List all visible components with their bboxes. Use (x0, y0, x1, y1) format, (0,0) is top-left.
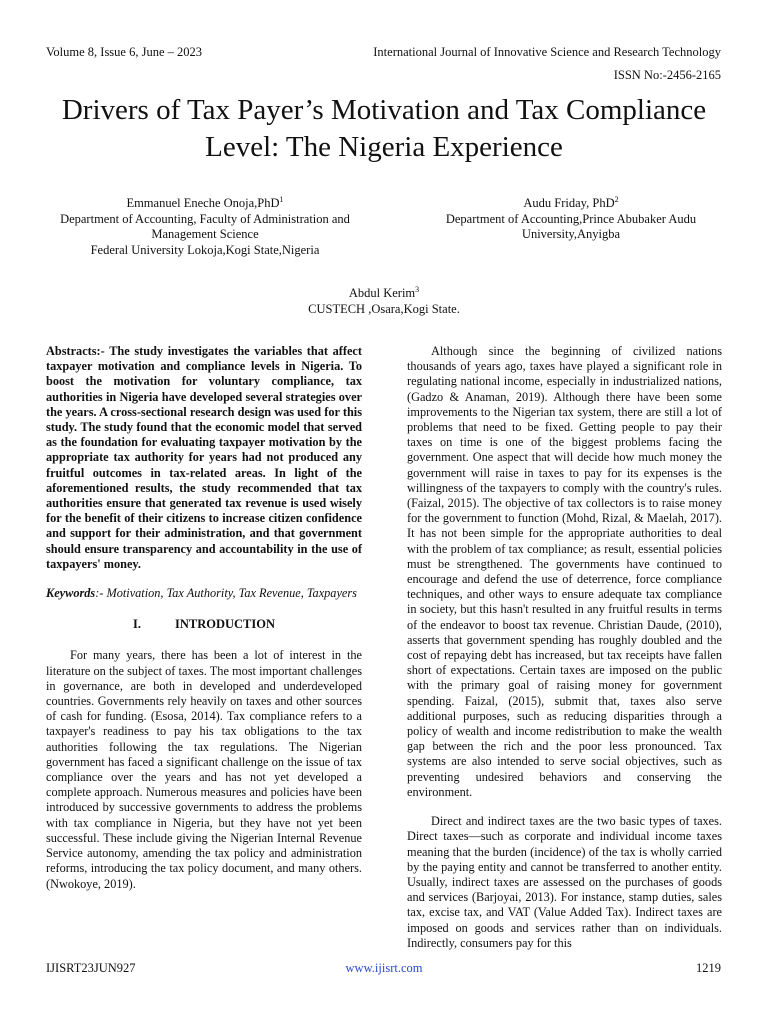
journal-url-link[interactable]: www.ijisrt.com (345, 961, 423, 975)
author-affiliation: Federal University Lokoja,Kogi State,Nigeria (90, 242, 320, 257)
author-block-3 (46, 282, 722, 317)
abstract-text: Abstracts:- The study investigates the variables that affect taxpayer motivation and compliance levels in Nigeria. To boost the motivation for voluntary compliance, tax authorities in Nigeria have developed several strategies over the years. A cross-sectional research design was used for this study. The study found that the economic model that served as the foundation for evaluating taxpayer motivation by the appropriate tax authority for years had not produced any fruitful outcomes in tax-related areas. In light of the aforementioned results, the study recommended that tax authorities ensure that generated tax revenue is used wisely for the benefit of their citizens to increase citizen confidence and support for their administration, and that government should ensure transparency and accountability in the use of taxpayers' money. (46, 344, 362, 571)
author-block-1 (46, 192, 364, 258)
journal-name: International Journal of Innovative Science and Research Technology (373, 45, 721, 59)
author-name: Abdul Kerim$^3$ (348, 285, 420, 301)
paper-id: IJISRT23JUN927 (46, 961, 136, 975)
body-paragraph: Although since the beginning of civilized nations thousands of years ago, taxes have played a significant role in regulating national income, especially in industrialized nations, (Gadzo & Anaman, 2019). Although there have been some improvements to the Nigerian tax system, there are still a lot of problems that need to be fixed. Getting people to pay their taxes on time is one of the biggest problems facing the government. One aspect that will decide how much money the government will raise in taxes to pay for its expenses is the willingness of the taxpayers to comply with the country's rules. (Faizal, 2015). The objective of tax collectors is to raise money for the government to function (Mohd, Rizal, & Maelah, 2017). It has not been simple for the appropriate authorities to deal with the problem of tax compliance; as result, essential policies must be strengthened. The governments have continued to encourage and defend the use of deterrence, force compliance techniques, and other ways to ensure adequate tax compliance in society, but this hasn't resulted in any fruitful results in terms of the endeavor to boost tax revenue. Christian Daude, (2010), asserts that government spending has roughly doubled and the cost of repaying debt has increased, but tax receipts have fallen short of expectations. Certain taxes are imposed on the public with the primary goal of raising money for government spending. Faizal, (2015), submit that, taxes also serve additional purposes, such as reducing disparities through a policy of wealth and income redistribution to make the wealth gap between the rich and the poor less pronounced. Tax systems are also intended to serve social objectives, such as preventing undesired behaviors and conserving the environment. (407, 344, 722, 799)
author-name: Emmanuel Eneche Onoja,PhD$^1$ (126, 195, 284, 211)
intro-paragraph: For many years, there has been a lot of interest in the literature on the subject of taxes. The most important challenges in governance, are both in developed and underdeveloped countries. Governments rely heavily on taxes and other sources of cash for funding. (Esosa, 2014). Tax compliance refers to a taxpayer's readiness to pay his tax obligations to the tax authorities following the tax regulations. The Nigerian government has faced a significant challenge on the issue of tax compliance over the years and has not yet developed a complete approach. Numerous measures and policies have been introduced by successive governments to address the problems with tax compliance in Nigeria, but they have not yet been successful. These include giving the Nigerian Internal Revenue Service autonomy, amending the tax policy and administration reforms, introducing the tax policy document, and many others. (Nwokoye, 2019). (46, 648, 362, 891)
left-column (46, 344, 362, 892)
section-heading: I. INTRODUCTION (132, 617, 275, 632)
author-affiliation: Department of Accounting, Faculty of Administration and Management Science (60, 211, 350, 242)
page-number: 1219 (696, 961, 721, 975)
author-name: Audu Friday, PhD$^2$ (523, 195, 619, 211)
author-block-2 (420, 192, 722, 243)
body-paragraph: Direct and indirect taxes are the two basic types of taxes. Direct taxes—such as corporate and individual income taxes meaning that the burden (incidence) of the tax is wholly carried by the paying entity and cannot be transferred to another entity. Usually, indirect taxes are assessed on the purchases of goods and services (Barjoyai, 2013). For instance, stamp duties, sales tax, excise tax, and VAT (Value Added Tax). Indirect taxes are imposed on goods and services rather than on individuals. Indirectly, consumers pay for this (407, 814, 722, 950)
keywords: Keywords:- Motivation, Tax Authority, Tax Revenue, Taxpayers (46, 586, 357, 601)
issn-number: ISSN No:-2456-2165 (613, 68, 721, 82)
paper-title: Drivers of Tax Payer’s Motivation and Tax Compliance Level: The Nigeria Experience (61, 94, 707, 163)
author-affiliation: CUSTECH ,Osara,Kogi State. (308, 301, 460, 316)
author-affiliation: Department of Accounting,Prince Abubaker Audu University,Anyigba (445, 211, 697, 242)
right-column (407, 344, 722, 951)
volume-issue: Volume 8, Issue 6, June – 2023 (46, 45, 203, 59)
